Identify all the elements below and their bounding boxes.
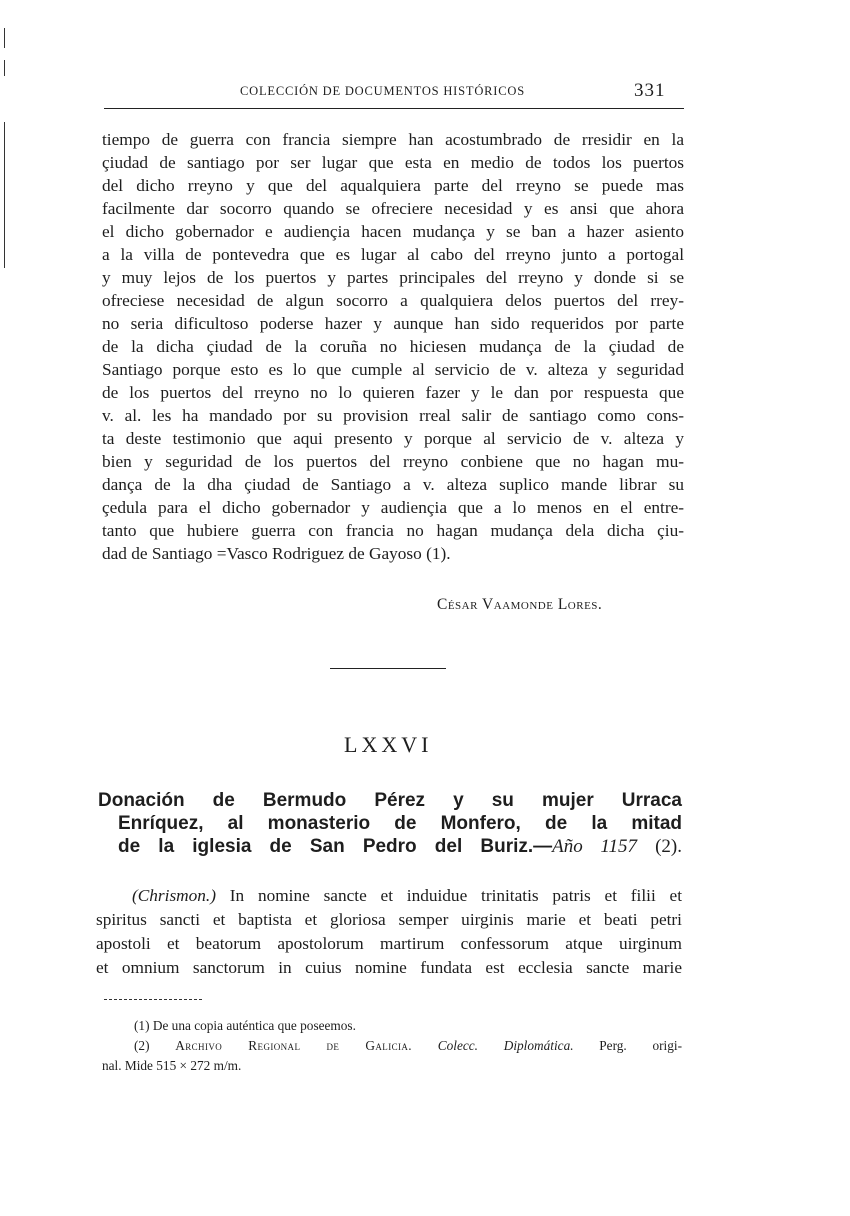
latin-text-line	[132, 884, 682, 907]
body-line: facilmente dar socorro quando se ofreciere necesidad y es ansi que ahora	[102, 199, 684, 218]
document-title-line	[118, 834, 682, 859]
body-line: ta deste testimonio que aqui presento y porque al servicio de v. alteza y	[102, 429, 684, 448]
body-line: çiudad de santiago por ser lugar que esta en medio de todos los puertos	[102, 153, 684, 172]
body-line: ofreciese necesidad de algun socorro a qualquiera delos puertos del rrey-	[102, 291, 684, 310]
body-line: del dicho rreyno y que del aqualquiera parte del rreyno se puede mas	[102, 176, 684, 195]
body-line: v. al. les ha mandado por su provision rreal salir de santiago como cons-	[102, 406, 684, 425]
body-line: a la villa de pontevedra que es lugar al cabo del rreyno junto a portogal	[102, 245, 684, 264]
document-title-line: Enríquez, al monasterio de Monfero, de la mitad	[118, 813, 682, 834]
section-divider	[330, 668, 446, 669]
footnote-mark: (2)	[134, 1038, 150, 1053]
document-number: LXXVI	[344, 732, 433, 757]
title-note-ref: (2).	[655, 836, 682, 857]
scan-edge-mark	[4, 60, 5, 76]
body-line: de la dicha çiudad de la coruña no hiciesen mudança de la çiudad de	[102, 337, 684, 356]
body-line: dança de la dha çiudad de Santiago a v. alteza suplico mande librar su	[102, 475, 684, 494]
footnote-text: Perg. origi-	[599, 1038, 683, 1053]
footnote-mark: (1)	[134, 1018, 150, 1033]
latin-text-line: et omnium sanctorum in cuius nomine fundata est ecclesia sancte marie	[96, 958, 682, 977]
chrismon: (Chrismon.)	[132, 886, 217, 905]
footnote-rule	[104, 999, 202, 1000]
latin-text-line: apostoli et beatorum apostolorum martirum confessorum atque uirginum	[96, 934, 682, 953]
footnote-text: De una copia auténtica que poseemos.	[152, 1018, 356, 1033]
footnote-2-continued: nal. Mide 515 × 272 m/m.	[102, 1058, 242, 1073]
body-line: çedula para el dicho gobernador y audiençia que a lo menos en el entre-	[102, 498, 684, 517]
body-line: dad de Santiago =Vasco Rodriguez de Gayoso (1).	[102, 544, 451, 563]
latin-opening: In nomine sancte et induidue trinitatis patris et filii et	[229, 886, 682, 905]
title-year: Año 1157	[552, 836, 637, 857]
body-line: bien y seguridad de los puertos del rreyno conbiene que no hagan mu-	[102, 452, 684, 471]
document-title-line: Donación de Bermudo Pérez y su mujer Urraca	[98, 790, 682, 811]
body-line: y muy lejos de los puertos y partes principales del rreyno y donde si se	[102, 268, 684, 287]
page-number: 331	[634, 80, 666, 101]
scan-edge-mark	[4, 122, 5, 268]
body-line: el dicho gobernador e audiençia hacen mudança y se ban a hazer asiento	[102, 222, 684, 241]
footnote-2	[134, 1036, 682, 1055]
body-line: tiempo de guerra con francia siempre han acostumbrado de rresidir en la	[102, 130, 684, 149]
footnote-1	[134, 1016, 654, 1035]
running-head: COLECCIÓN DE DOCUMENTOS HISTÓRICOS	[240, 84, 525, 98]
signature: César Vaamonde Lores.	[437, 596, 603, 613]
body-line: Santiago porque esto es lo que cumple al servicio de v. alteza y seguridad	[102, 360, 684, 379]
latin-text-line: spiritus sancti et baptista et gloriosa semper uirginis marie et beati petri	[96, 910, 682, 929]
footnote-archive: Archivo Regional de Galicia.	[175, 1038, 413, 1053]
header-rule	[104, 108, 684, 109]
body-line: tanto que hubiere guerra con francia no hagan mudança dela dicha çiu-	[102, 521, 684, 540]
body-line: no seria dificultoso poderse hazer y aunque han sido requeridos por parte	[102, 314, 684, 333]
title-text: de la iglesia de San Pedro del Buriz.—	[118, 836, 553, 857]
footnote-collection: Colecc. Diplomática.	[437, 1038, 574, 1053]
scan-edge-mark	[4, 28, 5, 48]
body-line: de los puertos del rreyno no lo quieren fazer y le dan por respuesta que	[102, 383, 684, 402]
